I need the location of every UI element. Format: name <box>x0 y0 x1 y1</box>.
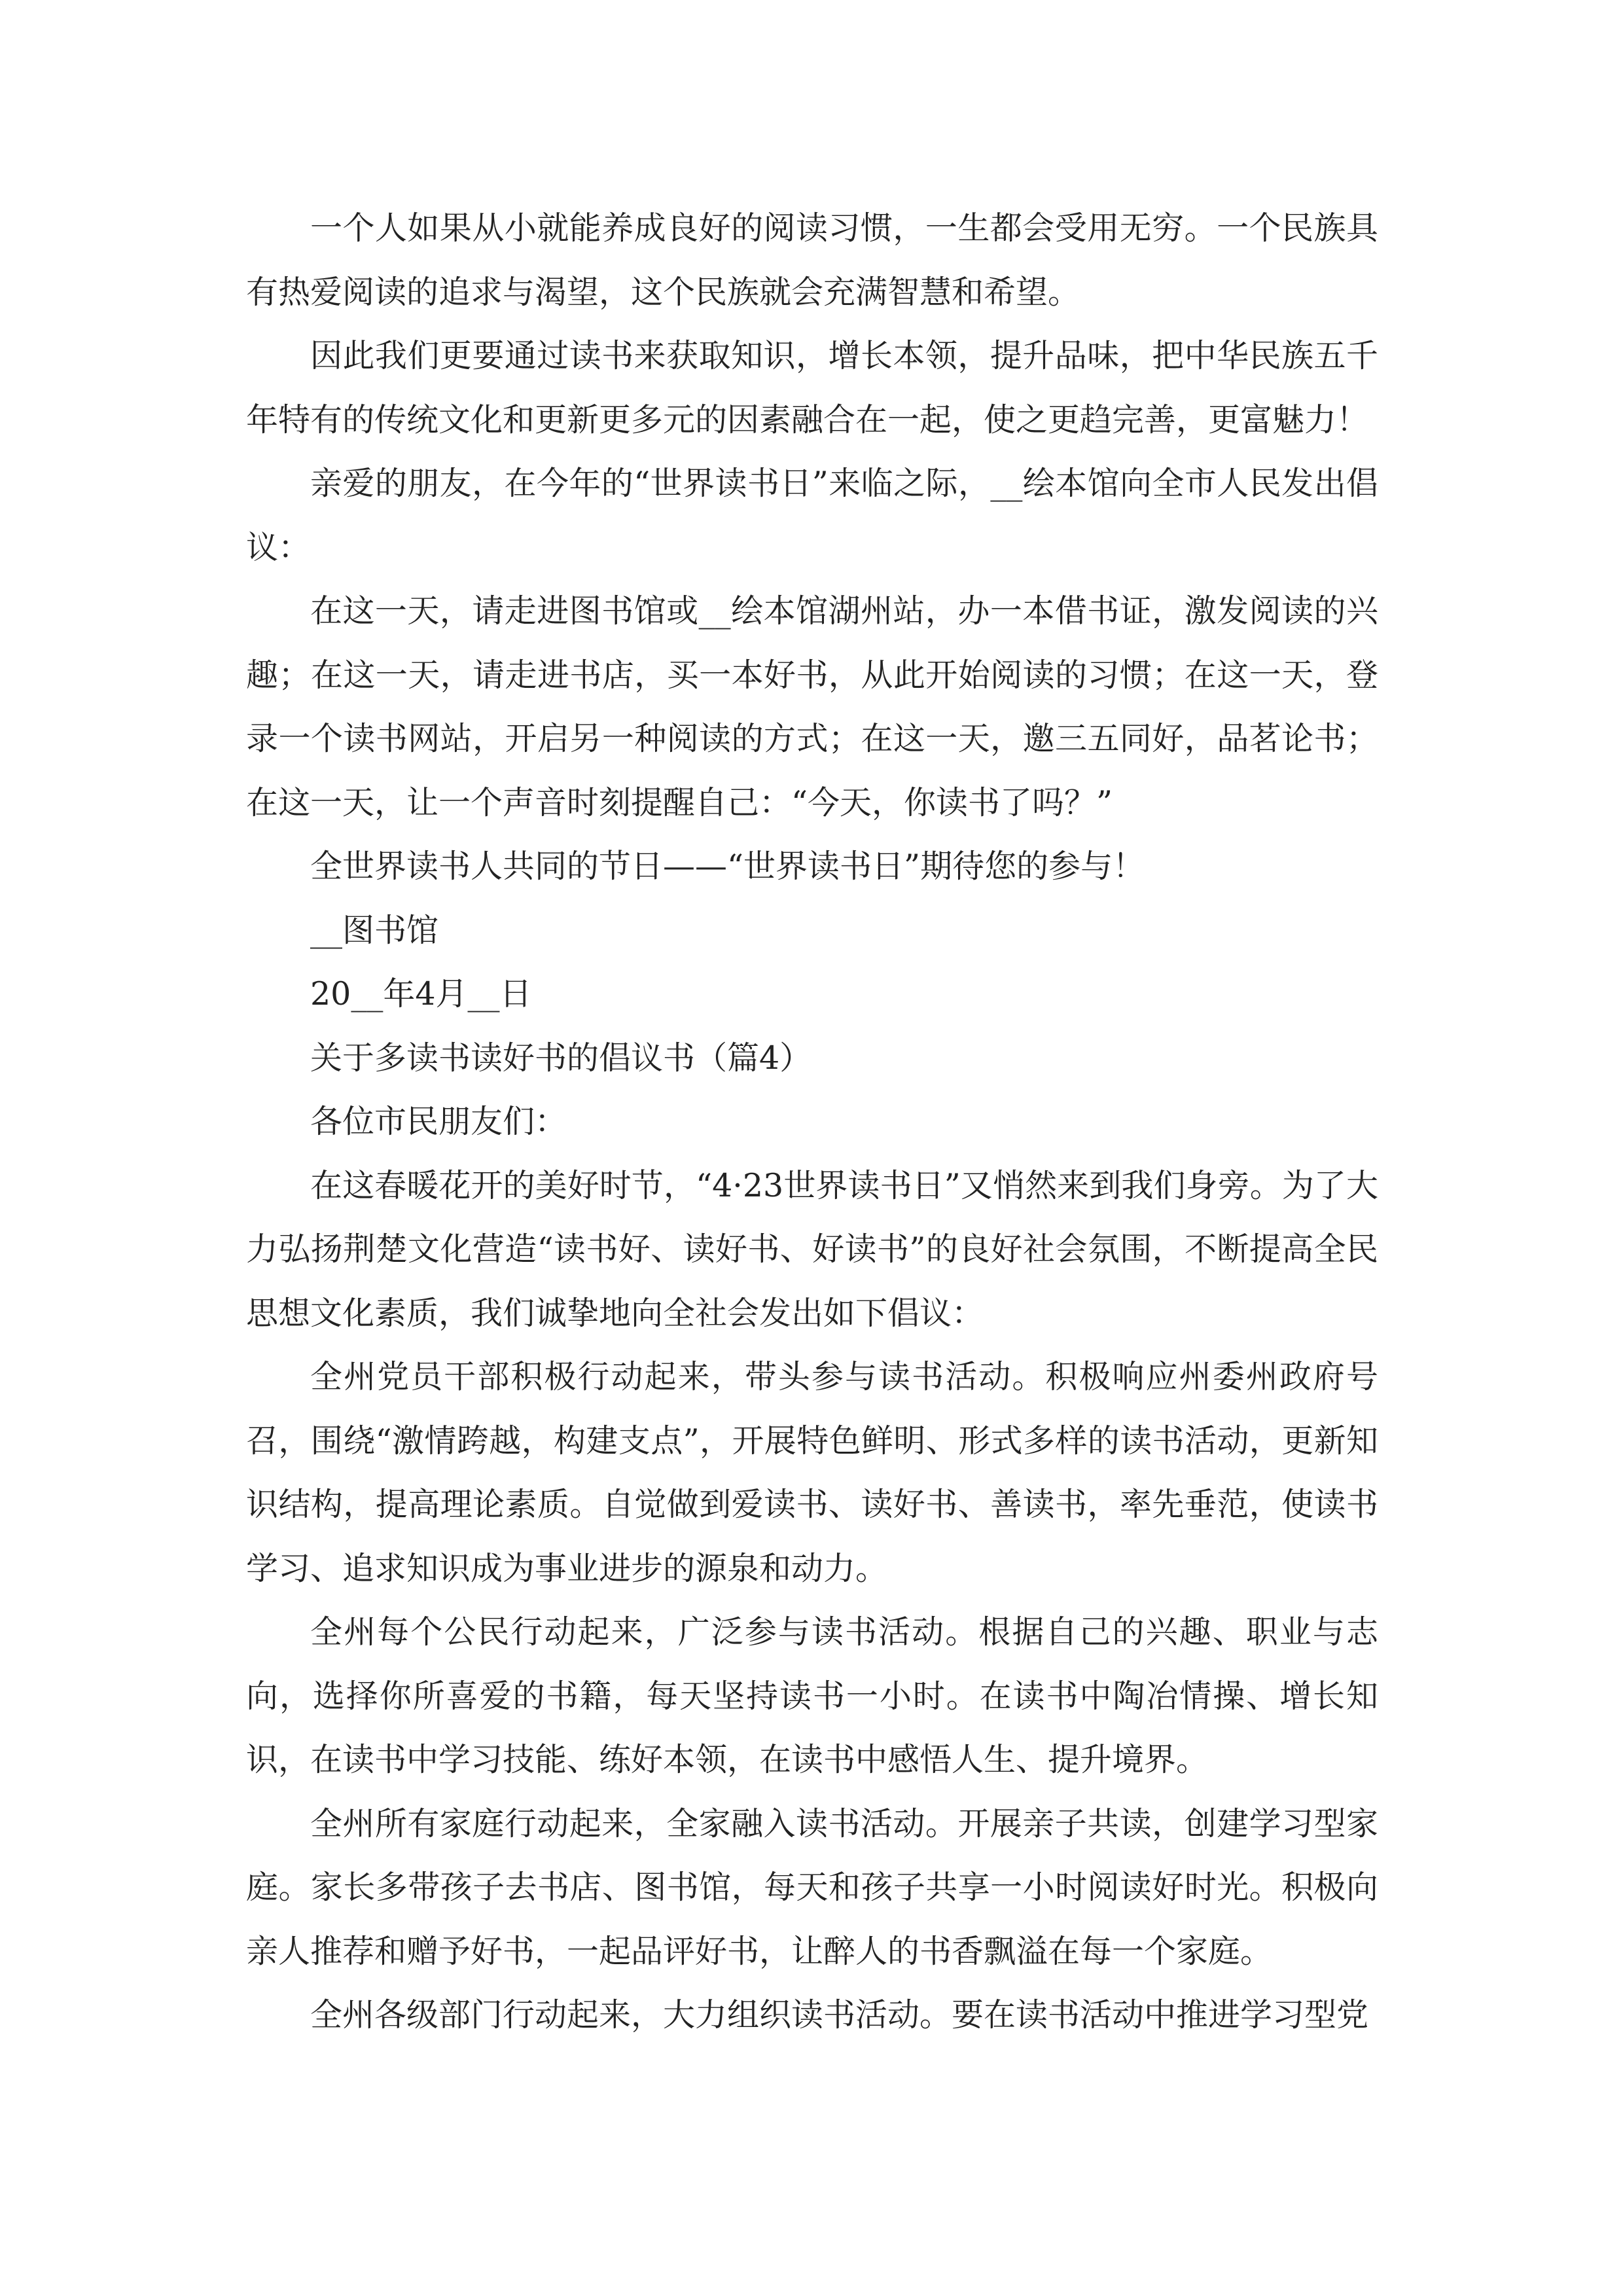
paragraph-reading-habit: 一个人如果从小就能养成良好的阅读习惯，一生都会受用无穷。一个民族具有热爱阅读的追求与渴望，这个民族就会充满智慧和希望。 <box>246 209 1378 311</box>
salutation: 各位市民朋友们： <box>310 1103 567 1140</box>
signature-library: __图书馆 <box>310 911 439 949</box>
section-title: 关于多读书读好书的倡议书（篇4） <box>310 1039 812 1077</box>
paragraph-party-members: 全州党员干部积极行动起来，带头参与读书活动。积极响应州委州政府号召，围绕“激情跨越，构建支点”，开展特色鲜明、形式多样的读书活动，更新知识结构，提高理论素质。自觉做到爱读书、读好书、善读书，率先垂范，使读书学习、追求知识成为事业进步的源泉和动力。 <box>246 1358 1378 1587</box>
paragraph-spring-intro: 在这春暖花开的美好时节，“4·23世界读书日”又悄然来到我们身旁。为了大力弘扬荆楚文化营造“读书好、读好书、好读书”的良好社会氛围，不断提高全民思想文化素质，我们诚挚地向全社会发出如下倡议： <box>246 1166 1378 1332</box>
document-body <box>246 196 1378 2047</box>
paragraph-acquire-knowledge: 因此我们更要通过读书来获取知识，增长本领，提升品味，把中华民族五千年特有的传统文化和更新更多元的因素融合在一起，使之更趋完善，更富魅力！ <box>246 337 1378 439</box>
paragraph-on-this-day: 在这一天，请走进图书馆或__绘本馆湖州站，办一本借书证，激发阅读的兴趣；在这一天，请走进书店，买一本好书，从此开始阅读的习惯；在这一天，登录一个读书网站，开启另一种阅读的方式；在这一天，邀三五同好，品茗论书；在这一天，让一个声音时刻提醒自己：“今天，你读书了吗？” <box>246 592 1378 821</box>
paragraph-families: 全州所有家庭行动起来，全家融入读书活动。开展亲子共读，创建学习型家庭。家长多带孩子去书店、图书馆，每天和孩子共享一小时阅读好时光。积极向亲人推荐和赠予好书，一起品评好书，让醉人的书香飘溢在每一个家庭。 <box>246 1804 1378 1970</box>
paragraph-proposal-intro: 亲爱的朋友，在今年的“世界读书日”来临之际，__绘本馆向全市人民发出倡议： <box>246 465 1378 566</box>
signature-date: 20__年4月__日 <box>310 975 532 1013</box>
paragraph-departments: 全州各级部门行动起来，大力组织读书活动。要在读书活动中推进学习型党 <box>310 1996 1369 2034</box>
paragraph-world-book-day: 全世界读书人共同的节日——“世界读书日”期待您的参与！ <box>310 848 1145 885</box>
paragraph-citizens: 全州每个公民行动起来，广泛参与读书活动。根据自己的兴趣、职业与志向，选择你所喜爱的书籍，每天坚持读书一小时。在读书中陶冶情操、增长知识，在读书中学习技能、练好本领，在读书中感悟人生、提升境界。 <box>246 1613 1378 1778</box>
